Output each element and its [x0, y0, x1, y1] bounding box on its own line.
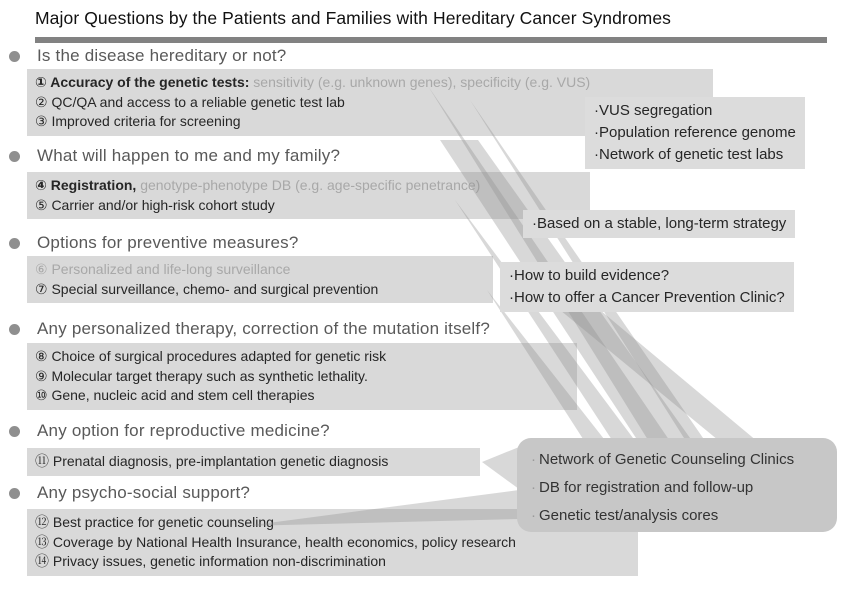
- connector-beam: [482, 447, 519, 489]
- issue-item: ⑨ Molecular target therapy such as synthetic lethality.: [35, 367, 368, 384]
- issue-box-2: [27, 172, 590, 219]
- bullet-icon: [9, 426, 20, 437]
- question-label: Any psycho-social support?: [37, 483, 251, 502]
- side-note-box-2: [523, 210, 795, 238]
- bullet-icon: [9, 324, 20, 335]
- issue-item: ⑫ Best practice for genetic counseling: [35, 514, 274, 530]
- issue-item: ⑭ Privacy issues, genetic information non-discrimination: [35, 553, 386, 569]
- title-underline: [35, 37, 827, 43]
- issue-item: ① Accuracy of the genetic tests: sensitivity (e.g. unknown genes), specificity (e.g. VUS): [35, 74, 591, 90]
- note-item: ·Network of genetic test labs: [594, 146, 784, 163]
- bullet-icon: [9, 51, 20, 62]
- note-item: ·How to build evidence?: [509, 267, 670, 284]
- side-note-box-3: [500, 262, 794, 312]
- issue-item: ⑦ Special surveillance, chemo- and surgical prevention: [35, 280, 379, 297]
- bullet-icon: [9, 488, 20, 499]
- issue-item: ⑩ Gene, nucleic acid and stem cell therapies: [35, 387, 315, 403]
- issue-box-3: [27, 256, 493, 303]
- side-note-box-1: [585, 97, 805, 169]
- page-title: Major Questions by the Patients and Families with Hereditary Cancer Syndromes: [35, 8, 672, 28]
- summary-item: · Network of Genetic Counseling Clinics: [531, 446, 837, 474]
- issue-box-4: [27, 343, 577, 410]
- summary-box: [517, 438, 837, 532]
- issue-item: ④ Registration, genotype-phenotype DB (e.g. age-specific penetrance): [35, 177, 481, 193]
- issue-item: ③ Improved criteria for screening: [35, 113, 241, 129]
- note-item: ·Population reference genome: [594, 124, 796, 141]
- summary-item: · DB for registration and follow-up: [531, 474, 837, 502]
- bullet-icon: [9, 151, 20, 162]
- issue-item: ⑥ Personalized and life-long surveillance: [35, 261, 291, 277]
- question-label: Options for preventive measures?: [37, 233, 299, 252]
- question-label: Any personalized therapy, correction of the mutation itself?: [37, 319, 490, 338]
- issue-item: ⑪ Prenatal diagnosis, pre-implantation genetic diagnosis: [35, 453, 389, 469]
- issue-item: ⑬ Coverage by National Health Insurance, health economics, policy research: [35, 533, 516, 550]
- issue-item: ② QC/QA and access to a reliable genetic test lab: [35, 93, 345, 110]
- summary-item: · Genetic test/analysis cores: [531, 502, 837, 530]
- note-item: ·VUS segregation: [594, 102, 713, 119]
- note-item: ·Based on a stable, long-term strategy: [532, 215, 787, 232]
- connector-beam: [560, 310, 770, 452]
- question-label: Any option for reproductive medicine?: [37, 421, 330, 440]
- note-item: ·How to offer a Cancer Prevention Clinic?: [509, 289, 785, 306]
- bullet-icon: [9, 238, 20, 249]
- question-label: What will happen to me and my family?: [37, 146, 341, 165]
- question-label: Is the disease hereditary or not?: [37, 46, 287, 65]
- issue-item: ⑧ Choice of surgical procedures adapted for genetic risk: [35, 348, 387, 364]
- issue-item: ⑤ Carrier and/or high-risk cohort study: [35, 196, 275, 213]
- issue-box-5: [27, 448, 480, 476]
